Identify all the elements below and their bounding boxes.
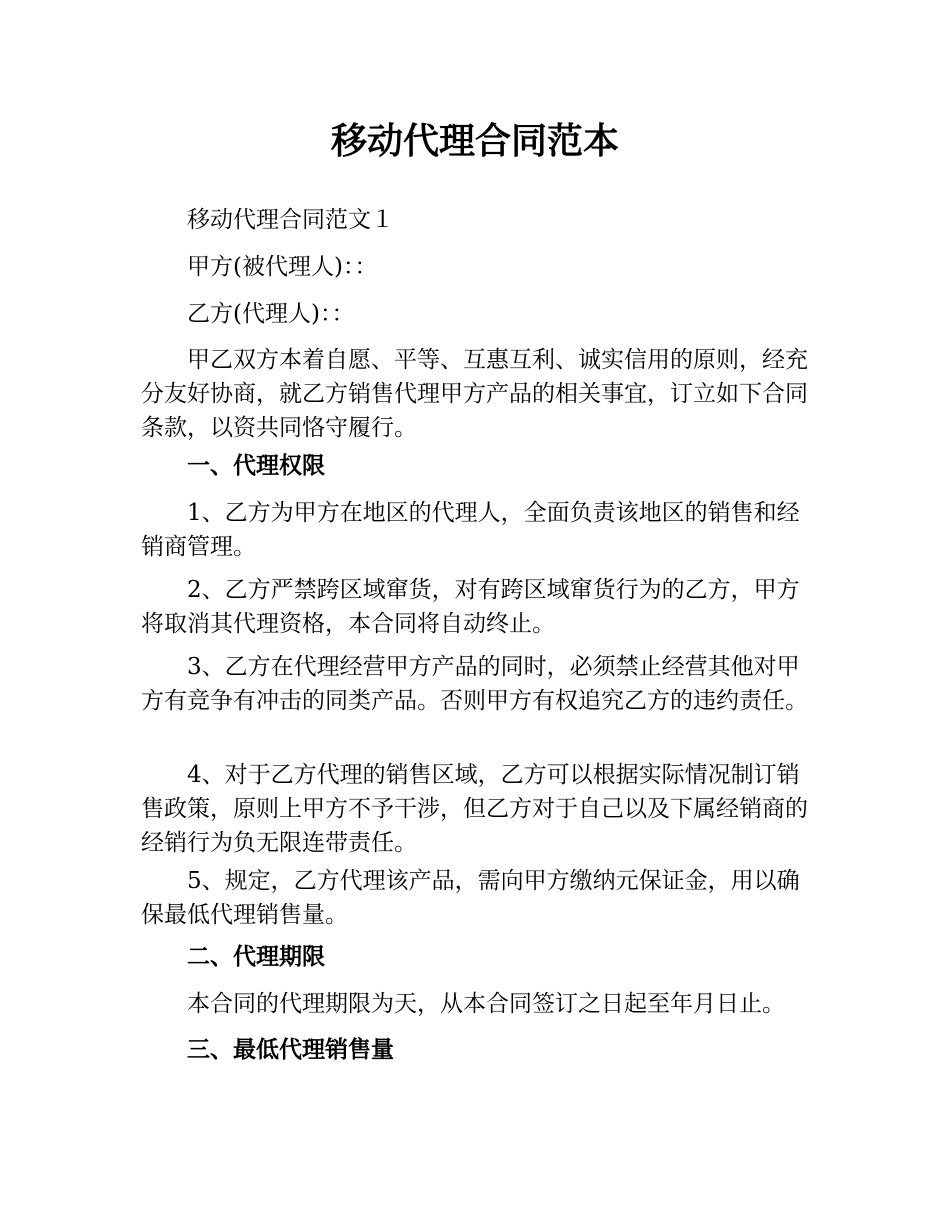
- clause-1-2: 2、乙方严禁跨区域窜货，对有跨区域窜货行为的乙方，甲方将取消其代理资格，本合同将自动终止。: [141, 577, 800, 637]
- document-title: 移动代理合同范本: [330, 121, 619, 162]
- clause-1-4: 4、对于乙方代理的销售区域，乙方可以根据实际情况制订销售政策，原则上甲方不予干涉，但乙方对于自己以及下属经销商的经销行为负无限连带责任。: [141, 762, 808, 856]
- clause-1-5: 5、规定，乙方代理该产品，需向甲方缴纳元保证金，用以确保最低代理销售量。: [141, 868, 800, 928]
- section-heading-1: 一、代理权限: [187, 453, 325, 479]
- clause-1-1: 1、乙方为甲方在地区的代理人，全面负责该地区的销售和经销商管理。: [141, 500, 800, 560]
- paragraph-subtitle: 移动代理合同范文１: [187, 207, 394, 233]
- paragraph-party-a: 甲方(被代理人)：：: [187, 254, 378, 280]
- clause-2-1: 本合同的代理期限为天，从本合同签订之日起至年月日止。: [187, 991, 785, 1017]
- section-heading-2: 二、代理期限: [187, 944, 325, 970]
- clause-1-3: 3、乙方在代理经营甲方产品的同时，必须禁止经营其他对甲方有竞争有冲击的同类产品。否则甲方有权追究乙方的违约责任。: [141, 654, 808, 714]
- section-heading-3: 三、最低代理销售量: [187, 1037, 394, 1063]
- paragraph-preamble: 甲乙双方本着自愿、平等、互惠互利、诚实信用的原则，经充分友好协商，就乙方销售代理甲方产品的相关事宜，订立如下合同条款，以资共同恪守履行。: [141, 347, 808, 441]
- paragraph-party-b: 乙方(代理人)：：: [187, 301, 355, 327]
